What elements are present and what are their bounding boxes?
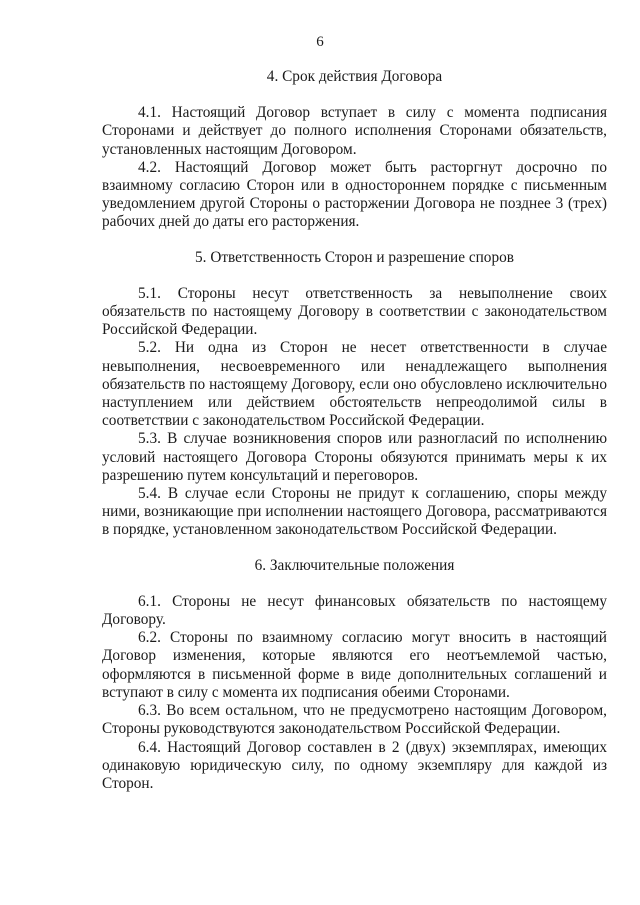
clause-6-3: 6.3. Во всем остальном, что не предусмотрено настоящим Договором, Стороны руководствуются законодательством Российской Федерации.	[102, 702, 607, 738]
clause-5-3: 5.3. В случае возникновения споров или разногласий по исполнению условий настоящего Договора Стороны обязуются принимать меры к их разрешению путем консультаций и переговоров.	[102, 430, 607, 484]
clause-4-2: 4.2. Настоящий Договор может быть расторгнут досрочно по взаимному согласию Сторон или в одностороннем порядке с письменным уведомлением другой Стороны о расторжении Договора не позднее 3 (трех) рабочих дней до даты его расторжения.	[102, 158, 607, 231]
clause-6-1: 6.1. Стороны не несут финансовых обязательств по настоящему Договору.	[102, 592, 607, 629]
clause-5-2: 5.2. Ни одна из Сторон не несет ответственности в случае невыполнения, несвоевременного или ненадлежащего выполнения обязательств по настоящему Договору, если оно обусловлено исключительно наступлением или действием обстоятельств непреодолимой силы в соответствии с законодательством Российской Федерации.	[102, 339, 607, 430]
clause-6-4: 6.4. Настоящий Договор составлен в 2 (двух) экземплярах, имеющих одинаковую юридическую силу, по одному экземпляру для каждой из Сторон.	[102, 738, 607, 792]
section-heading-term: 4. Срок действия Договора	[266, 68, 443, 85]
document-body	[102, 68, 607, 793]
page-number: 6	[316, 34, 324, 50]
clause-6-2: 6.2. Стороны по взаимному согласию могут вносить в настоящий Договор изменения, которые являются его неотъемлемой частью, оформляются в письменной форме в виде дополнительных соглашений и вступают в силу с момента их подписания обеими Сторонами.	[102, 629, 607, 701]
clause-5-4: 5.4. В случае если Стороны не придут к соглашению, споры между ними, возникающие при исполнении настоящего Договора, рассматриваются в порядке, установленном законодательством Российской Федерации.	[102, 485, 607, 539]
clause-4-1: 4.1. Настоящий Договор вступает в силу с момента подписания Сторонами и действует до полного исполнения Сторонами обязательств, установленных настоящим Договором.	[102, 104, 607, 158]
section-heading-final: 6. Заключительные положения	[254, 556, 455, 574]
clause-5-1: 5.1. Стороны несут ответственность за невыполнение своих обязательств по настоящему Договору в соответствии с законодательством Российской Федерации.	[102, 284, 607, 339]
section-heading-liability: 5. Ответственность Сторон и разрешение споров	[195, 248, 514, 266]
